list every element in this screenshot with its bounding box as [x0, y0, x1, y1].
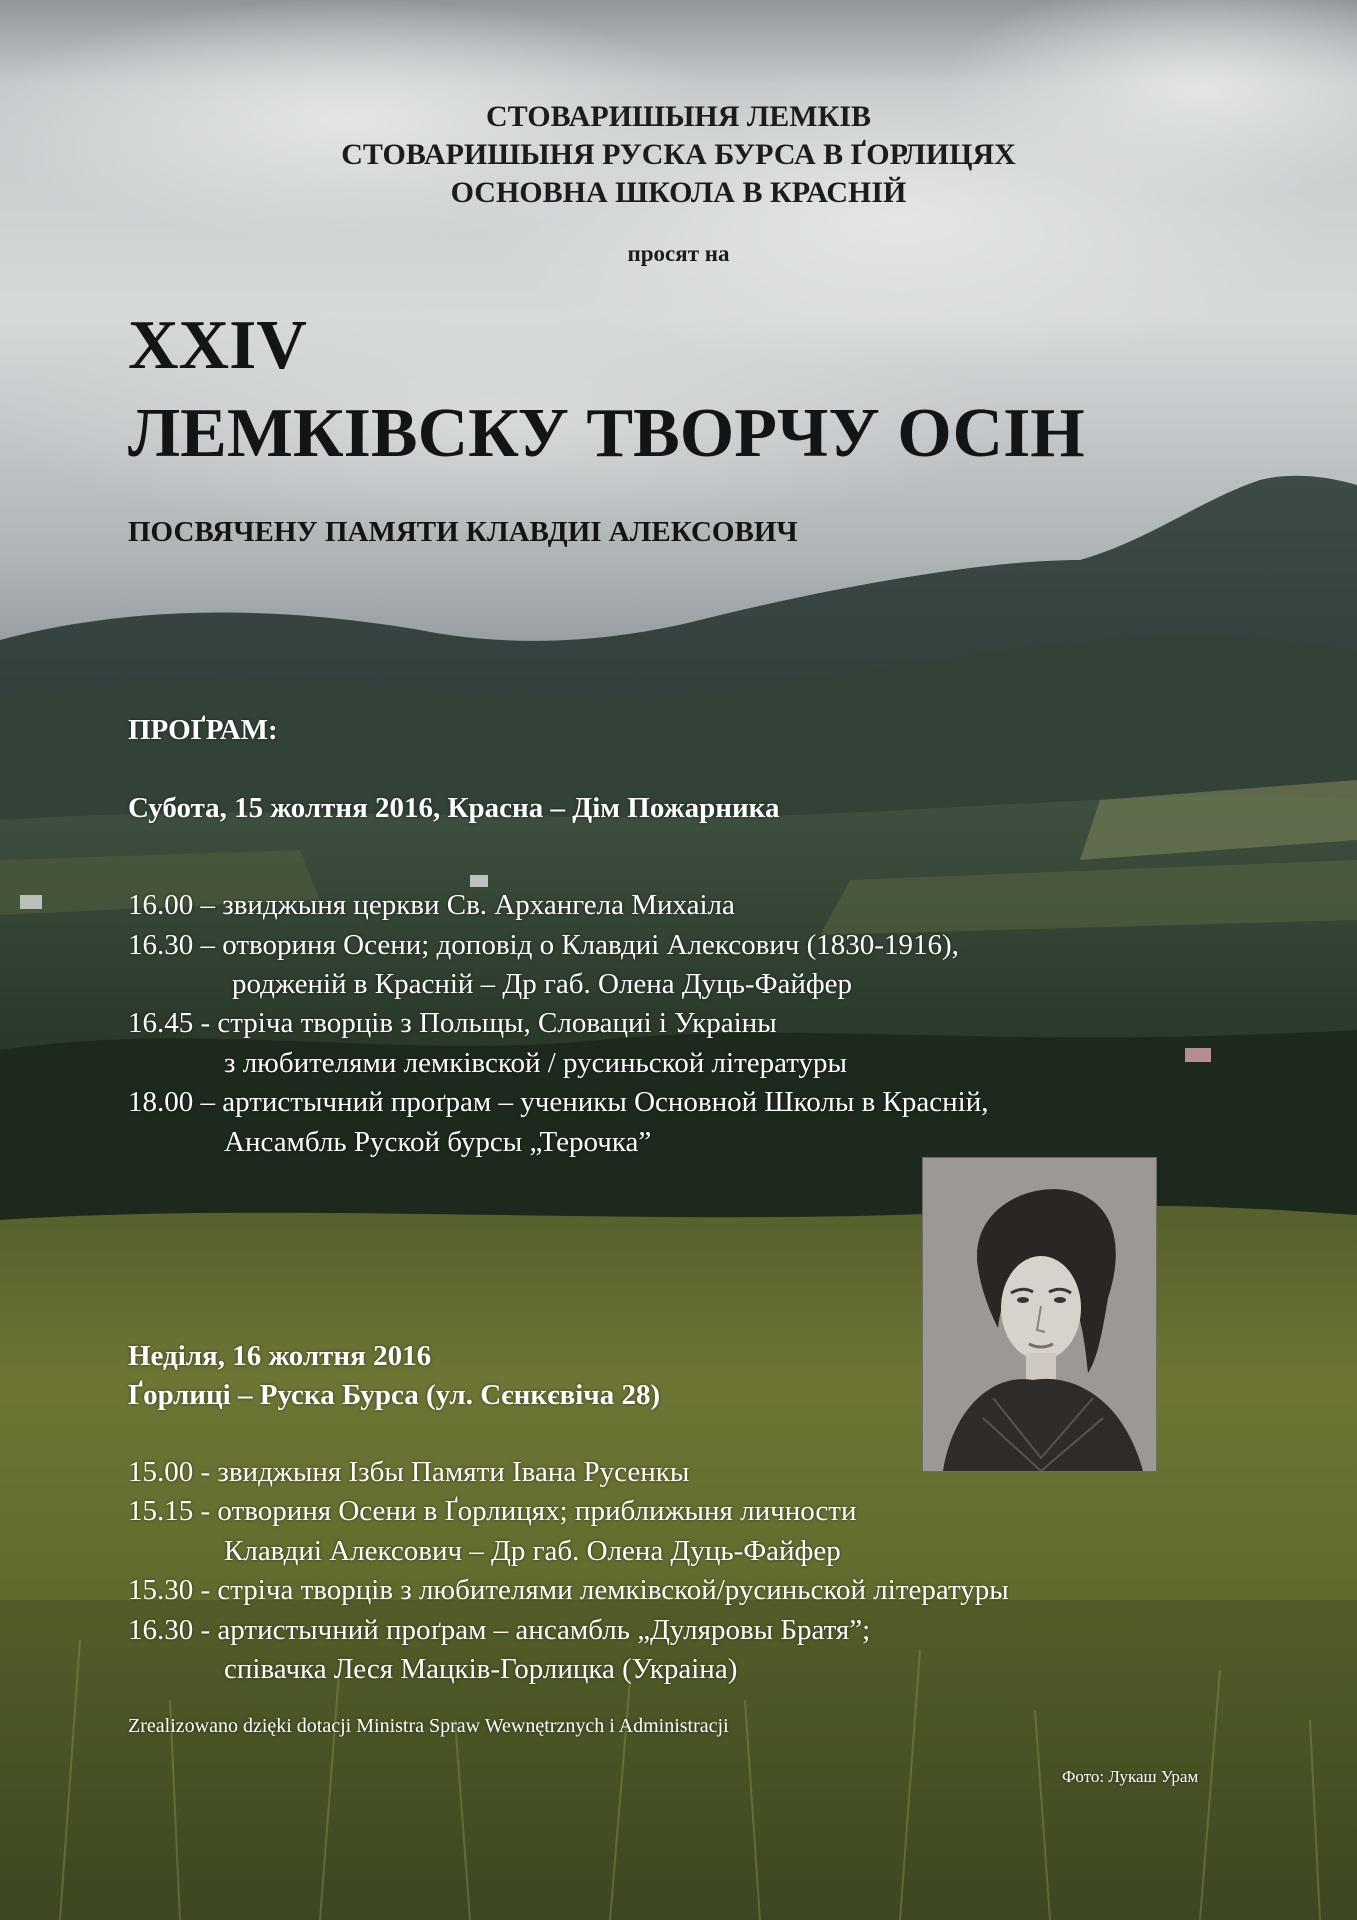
day2-line-4: 15.30 - стріча творців з любителями лемківской/русиньской літературы [128, 1574, 1009, 1606]
funding-note: Zrealizowano dzięki dotacji Ministra Spraw Wewnętrznych i Administracji [128, 1715, 729, 1737]
day2-line-2: 15.15 - отвориня Осени в Ґорлицях; приближыня личности [128, 1495, 857, 1527]
org-line-2: СТОВАРИШЫНЯ РУСКА БУРСА В ҐОРЛИЦЯХ [341, 138, 1016, 171]
day1-line-1: 16.00 – звиджыня церкви Св. Архангела Михаіла [128, 889, 735, 921]
day2-line-6: співачка Леся Мацків-Горлицка (Украіна) [224, 1653, 738, 1685]
day2-line-5: 16.30 - артистычний проґрам – ансамбль „Дуляровы Братя”; [128, 1614, 871, 1646]
photo-credit: Фото: Лукаш Урам [1062, 1767, 1199, 1786]
day2-line-1: 15.00 - звиджыня Ізбы Памяти Івана Русенкы [128, 1456, 690, 1488]
day1-line-5: з любителями лемківской / русиньской літературы [224, 1047, 848, 1079]
day1-line-6: 18.00 – артистычний проґрам – ученикы Основной Школы в Красній, [128, 1086, 989, 1118]
program-heading: ПРОҐРАМ: [128, 714, 278, 746]
portrait-photo [922, 1157, 1157, 1472]
portrait-photo-icon [923, 1158, 1156, 1471]
event-subtitle: ПОСВЯЧЕНУ ПАМЯТИ КЛАВДИІ АЛЕКСОВИЧ [128, 516, 798, 548]
day2-line-3: Клавдиі Алексович – Др габ. Олена Дуць-Файфер [224, 1535, 841, 1567]
day2-title-1: Неділя, 16 жолтня 2016 [128, 1340, 432, 1372]
event-title: ЛЕМКІВСКУ ТВОРЧУ ОСІН [128, 395, 1085, 472]
day1-line-3: родженій в Красній – Др габ. Олена Дуць-Файфер [232, 968, 853, 1000]
day1-title: Субота, 15 жолтня 2016, Красна – Дім Пожарника [128, 792, 780, 824]
day1-line-2: 16.30 – отвориня Осени; доповід о Клавдиі Алексович (1830-1916), [128, 929, 959, 961]
invite-text: просят на [627, 241, 730, 266]
org-line-3: ОСНОВНА ШКОЛА В КРАСНІЙ [450, 176, 907, 209]
event-number: XXIV [128, 307, 307, 384]
day2-title-2: Ґорлиці – Руска Бурса (ул. Сєнкєвіча 28) [128, 1379, 661, 1411]
day1-line-7: Ансамбль Руской бурсы „Терочка” [224, 1126, 652, 1158]
org-line-1: СТОВАРИШЫНЯ ЛЕМКІВ [485, 100, 872, 133]
day1-line-4: 16.45 - стріча творців з Польщы, Словациі і Украіны [128, 1007, 777, 1039]
